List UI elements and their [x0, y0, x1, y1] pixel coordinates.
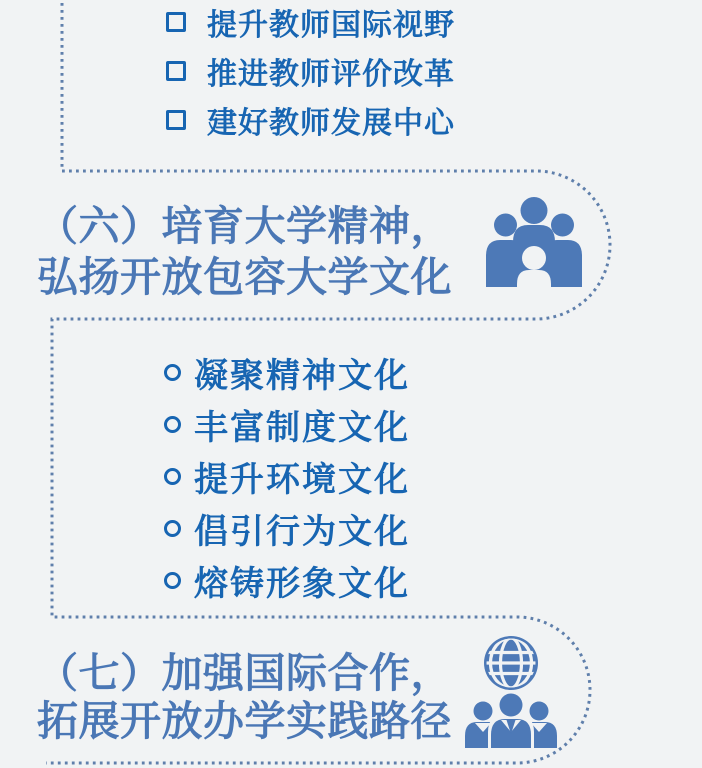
- list-item: [166, 0, 455, 46]
- list-item: [164, 554, 410, 606]
- list-item: [164, 502, 410, 554]
- circle-bullet-icon: [164, 572, 181, 589]
- square-bullet-icon: [166, 61, 186, 81]
- list-item-label: 倡引行为文化: [194, 512, 410, 551]
- list-item-label: 凝聚精神文化: [194, 356, 410, 395]
- section-seven-title-line2: 拓展开放办学实践路径: [37, 698, 452, 744]
- section-six-title-line1: （六）培育大学精神，: [37, 203, 452, 249]
- people-group-icon: [484, 196, 584, 298]
- section-six-header: [37, 201, 452, 303]
- section-seven-title-line1: （七）加强国际合作，: [37, 650, 452, 696]
- list-item-label: 熔铸形象文化: [194, 564, 410, 603]
- section-seven-header: [37, 649, 452, 745]
- circle-bullet-icon: [164, 364, 181, 381]
- circle-bullet-icon: [164, 468, 181, 485]
- list-item-label: 建好教师发展中心: [207, 106, 455, 140]
- list-item: [164, 346, 410, 398]
- list-item: [164, 398, 410, 450]
- list-item: [166, 46, 455, 95]
- list-item-label: 提升教师国际视野: [207, 8, 455, 42]
- circle-bullet-icon: [164, 416, 181, 433]
- list-item-label: 提升环境文化: [194, 460, 410, 499]
- globe-people-icon: [462, 634, 560, 748]
- teacher-development-list: [166, 0, 455, 144]
- section-six-title-line2: 弘扬开放包容大学文化: [37, 254, 452, 300]
- list-item-label: 丰富制度文化: [194, 408, 410, 447]
- list-item: [166, 95, 455, 144]
- square-bullet-icon: [166, 110, 186, 130]
- circle-bullet-icon: [164, 520, 181, 537]
- square-bullet-icon: [166, 12, 186, 32]
- culture-list: [164, 346, 410, 606]
- list-item: [164, 450, 410, 502]
- list-item-label: 推进教师评价改革: [207, 57, 455, 91]
